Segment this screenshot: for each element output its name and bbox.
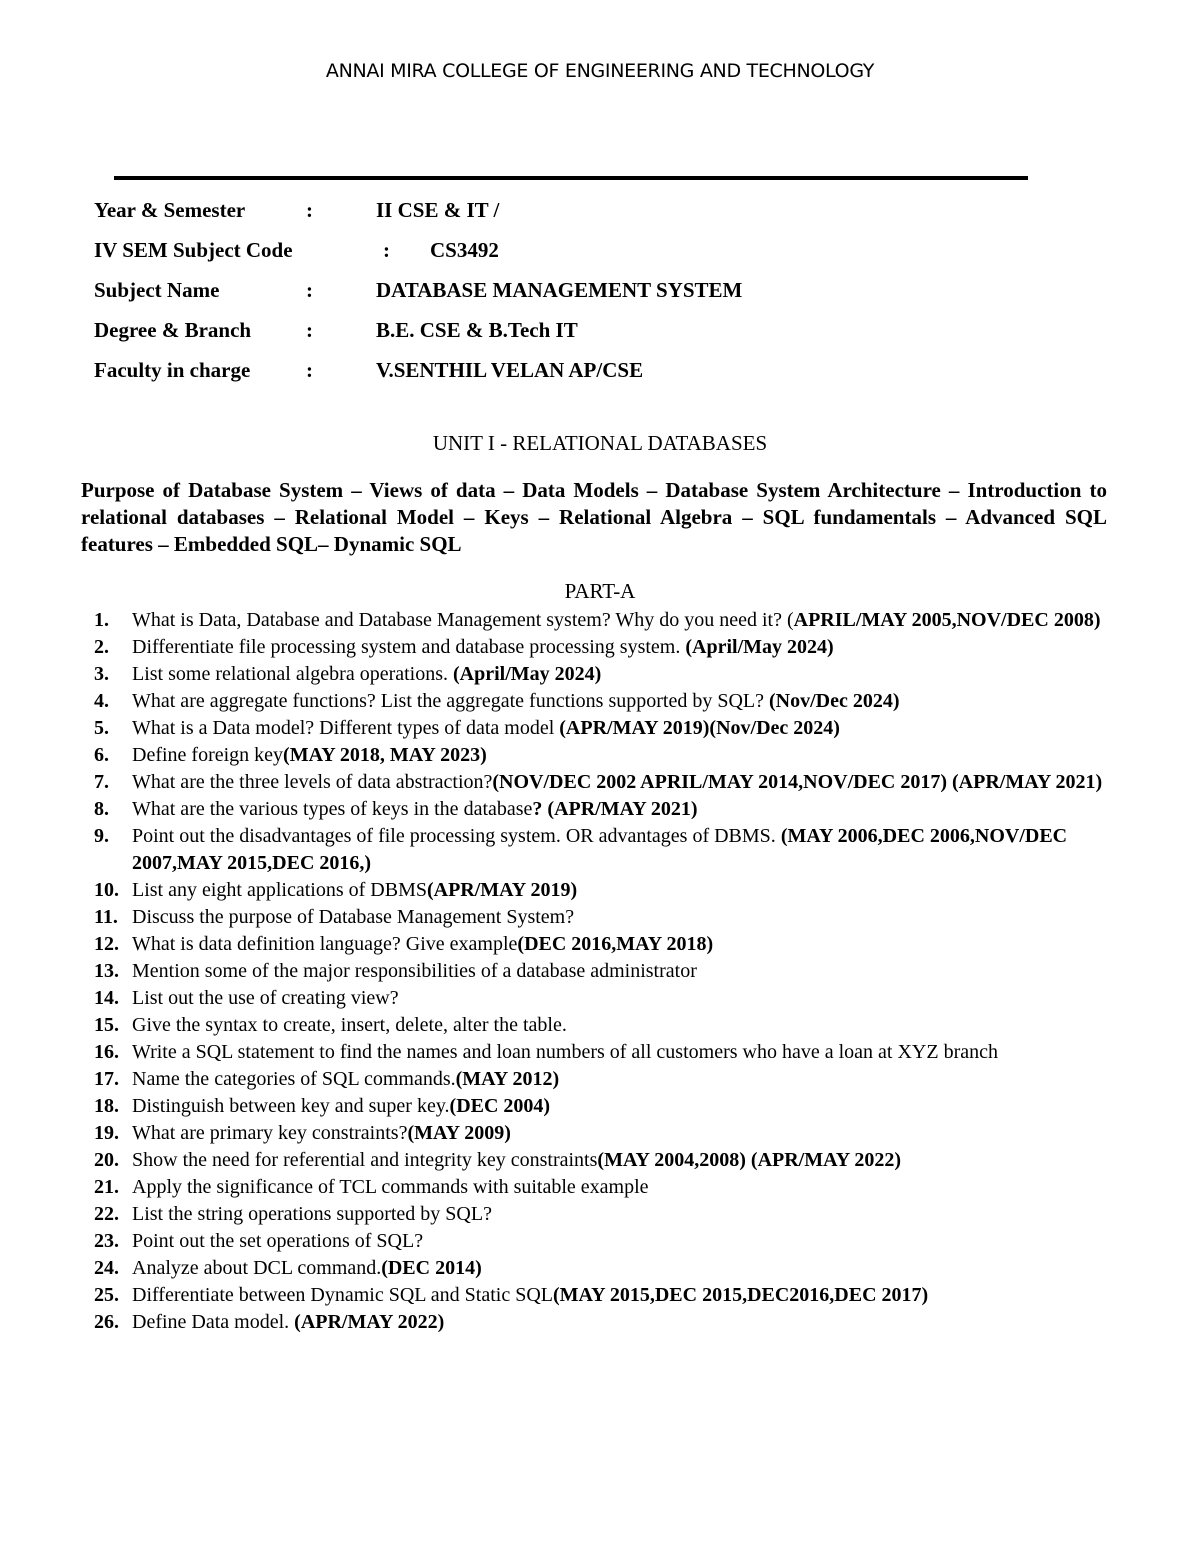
subject-code-value: CS3492 xyxy=(430,238,499,262)
header-rule xyxy=(114,176,1028,180)
question-item xyxy=(0,1012,1200,1039)
question-exam-reference: (DEC 2004) xyxy=(449,1095,551,1117)
degree-branch-value: B.E. CSE & B.Tech IT xyxy=(376,318,578,342)
course-info xyxy=(94,194,1094,394)
question-text-block xyxy=(132,958,1112,985)
question-item xyxy=(0,769,1200,796)
question-item xyxy=(0,1039,1200,1066)
question-exam-reference: (MAY 2018, MAY 2023) xyxy=(283,744,487,766)
question-text: What are aggregate functions? List the aggregate functions supported by SQL? xyxy=(132,690,770,712)
question-exam-reference: (MAY 2006,DEC 2006,NOV/DEC 2007,MAY 2015,DEC 2016,) xyxy=(132,825,1068,874)
question-item xyxy=(0,607,1200,634)
colon: : xyxy=(306,318,313,342)
question-item xyxy=(0,931,1200,958)
question-text: What are the various types of keys in the database xyxy=(132,798,533,820)
question-text: Define Data model. xyxy=(132,1311,295,1333)
question-exam-reference: (MAY 2012) xyxy=(455,1068,560,1090)
question-list xyxy=(0,607,1200,1336)
question-text: What are the three levels of data abstraction? xyxy=(132,771,493,793)
question-text-block xyxy=(132,634,1112,661)
year-semester-value: II CSE & IT / xyxy=(376,198,500,222)
question-item xyxy=(0,1282,1200,1309)
question-number: 18. xyxy=(94,1095,119,1117)
question-exam-reference: (APR/MAY 2019)(Nov/Dec 2024) xyxy=(559,717,840,739)
subject-code-label: IV SEM Subject Code xyxy=(94,238,293,262)
question-number: 17. xyxy=(94,1068,119,1090)
question-text: Define foreign key xyxy=(132,744,284,766)
faculty-row xyxy=(94,354,1094,394)
question-text-block xyxy=(132,1093,1112,1120)
question-text: List out the use of creating view? xyxy=(132,987,399,1009)
question-item xyxy=(0,1174,1200,1201)
question-exam-reference: (MAY 2009) xyxy=(407,1122,511,1144)
question-exam-reference: (Nov/Dec 2024) xyxy=(769,690,900,712)
question-exam-reference: APRIL/MAY 2005,NOV/DEC 2008) xyxy=(793,609,1101,631)
question-text-block xyxy=(132,607,1112,634)
year-semester-row xyxy=(94,194,1094,234)
question-text: List the string operations supported by SQL? xyxy=(132,1203,492,1225)
question-number: 14. xyxy=(94,987,119,1009)
question-exam-reference: ? (APR/MAY 2021) xyxy=(532,798,698,820)
question-text-block xyxy=(132,823,1112,877)
question-number: 10. xyxy=(94,879,119,901)
question-text: What are primary key constraints? xyxy=(132,1122,408,1144)
question-text: Differentiate between Dynamic SQL and Static SQL xyxy=(132,1284,553,1306)
question-item xyxy=(0,688,1200,715)
question-number: 20. xyxy=(94,1149,119,1171)
question-number: 15. xyxy=(94,1014,119,1036)
degree-branch-row xyxy=(94,314,1094,354)
question-item xyxy=(0,985,1200,1012)
question-exam-reference: (APR/MAY 2022) xyxy=(294,1311,445,1333)
question-text: Give the syntax to create, insert, delete, alter the table. xyxy=(132,1014,567,1036)
question-text-block xyxy=(132,1201,1112,1228)
question-number: 3. xyxy=(94,663,109,685)
question-number: 22. xyxy=(94,1203,119,1225)
question-number: 2. xyxy=(94,636,109,658)
faculty-value: V.SENTHIL VELAN AP/CSE xyxy=(376,358,644,382)
question-number: 4. xyxy=(94,690,109,712)
question-text: List some relational algebra operations. xyxy=(132,663,454,685)
question-number: 19. xyxy=(94,1122,119,1144)
question-number: 5. xyxy=(94,717,109,739)
question-item xyxy=(0,1309,1200,1336)
part-a-title: PART-A xyxy=(564,579,636,603)
unit-title: UNIT I - RELATIONAL DATABASES xyxy=(432,431,768,455)
question-text-block xyxy=(132,1309,1112,1336)
question-number: 25. xyxy=(94,1284,119,1306)
question-text-block xyxy=(132,742,1112,769)
question-item xyxy=(0,715,1200,742)
question-item xyxy=(0,634,1200,661)
question-text: Mention some of the major responsibilities of a database administrator xyxy=(132,960,697,982)
question-item xyxy=(0,742,1200,769)
question-text: Point out the disadvantages of file processing system. OR advantages of DBMS. xyxy=(132,825,781,847)
question-number: 1. xyxy=(94,609,109,631)
question-text-block xyxy=(132,688,1112,715)
degree-branch-label: Degree & Branch xyxy=(94,318,252,342)
question-item xyxy=(0,796,1200,823)
question-text: Show the need for referential and integrity key constraints xyxy=(132,1149,598,1171)
question-text: Write a SQL statement to find the names and loan numbers of all customers who have a loan at XYZ branch xyxy=(132,1041,998,1063)
question-number: 11. xyxy=(94,906,118,928)
question-number: 8. xyxy=(94,798,109,820)
question-text-block xyxy=(132,1174,1112,1201)
colon: : xyxy=(383,238,390,262)
question-text-block xyxy=(132,1282,1112,1309)
question-item xyxy=(0,1147,1200,1174)
question-item xyxy=(0,1066,1200,1093)
question-text-block xyxy=(132,1147,1112,1174)
question-text: Distinguish between key and super key. xyxy=(132,1095,450,1117)
question-number: 6. xyxy=(94,744,109,766)
question-text-block xyxy=(132,769,1112,796)
question-item xyxy=(0,823,1200,877)
question-text-block xyxy=(132,985,1112,1012)
question-text-block xyxy=(132,1255,1112,1282)
question-text: Point out the set operations of SQL? xyxy=(132,1230,424,1252)
subject-name-value: DATABASE MANAGEMENT SYSTEM xyxy=(376,278,743,302)
question-exam-reference: (MAY 2015,DEC 2015,DEC2016,DEC 2017) xyxy=(553,1284,929,1306)
question-text: Analyze about DCL command. xyxy=(132,1257,382,1279)
question-text: List any eight applications of DBMS xyxy=(132,879,427,901)
question-item xyxy=(0,1255,1200,1282)
question-number: 12. xyxy=(94,933,119,955)
question-text-block xyxy=(132,1120,1112,1147)
question-text: What is data definition language? Give example xyxy=(132,933,518,955)
question-text-block xyxy=(132,715,1112,742)
question-item xyxy=(0,1228,1200,1255)
year-semester-label: Year & Semester xyxy=(94,198,246,222)
question-exam-reference: (MAY 2004,2008) (APR/MAY 2022) xyxy=(597,1149,902,1171)
question-number: 16. xyxy=(94,1041,119,1063)
question-text: What is a Data model? Different types of data model xyxy=(132,717,560,739)
colon: : xyxy=(306,198,313,222)
question-text: Apply the significance of TCL commands with suitable example xyxy=(132,1176,649,1198)
question-text-block xyxy=(132,877,1112,904)
question-text: Differentiate file processing system and database processing system. xyxy=(132,636,686,658)
question-exam-reference: (DEC 2016,MAY 2018) xyxy=(517,933,714,955)
question-exam-reference: (DEC 2014) xyxy=(381,1257,482,1279)
subject-name-row xyxy=(94,274,1094,314)
question-text: Name the categories of SQL commands. xyxy=(132,1068,456,1090)
question-number: 26. xyxy=(94,1311,119,1333)
question-number: 13. xyxy=(94,960,119,982)
question-text-block xyxy=(132,796,1112,823)
question-text-block xyxy=(132,1012,1112,1039)
subject-name-label: Subject Name xyxy=(94,278,220,302)
question-text: Discuss the purpose of Database Management System? xyxy=(132,906,575,928)
question-number: 7. xyxy=(94,771,109,793)
question-text-block xyxy=(132,1228,1112,1255)
question-item xyxy=(0,661,1200,688)
question-exam-reference: (NOV/DEC 2002 APRIL/MAY 2014,NOV/DEC 2017) (APR/MAY 2021) xyxy=(492,771,1103,793)
question-item xyxy=(0,1120,1200,1147)
subject-code-row xyxy=(94,234,1094,274)
question-item xyxy=(0,877,1200,904)
question-text-block xyxy=(132,1039,1112,1066)
question-number: 9. xyxy=(94,825,109,847)
colon: : xyxy=(306,358,313,382)
unit-syllabus: Purpose of Database System – Views of data – Data Models – Database System Architecture – Introduction to relational databases – Relational Model – Keys – Relational Algebra – SQL fundamentals – Advanced SQL features – Embedded SQL– Dynamic SQL xyxy=(81,478,1107,556)
college-name: ANNAI MIRA COLLEGE OF ENGINEERING AND TECHNOLOGY xyxy=(325,60,875,82)
question-number: 24. xyxy=(94,1257,119,1279)
question-item xyxy=(0,958,1200,985)
question-text-block xyxy=(132,931,1112,958)
question-number: 23. xyxy=(94,1230,119,1252)
colon: : xyxy=(306,278,313,302)
question-exam-reference: (APR/MAY 2019) xyxy=(426,879,578,901)
question-item xyxy=(0,1093,1200,1120)
question-item xyxy=(0,1201,1200,1228)
question-item xyxy=(0,904,1200,931)
faculty-label: Faculty in charge xyxy=(94,358,251,382)
question-exam-reference: (April/May 2024) xyxy=(685,636,834,658)
question-exam-reference: (April/May 2024) xyxy=(453,663,602,685)
question-text: What is Data, Database and Database Management system? Why do you need it? ( xyxy=(132,609,794,631)
question-text-block xyxy=(132,904,1112,931)
question-text-block xyxy=(132,661,1112,688)
question-text-block xyxy=(132,1066,1112,1093)
question-number: 21. xyxy=(94,1176,119,1198)
